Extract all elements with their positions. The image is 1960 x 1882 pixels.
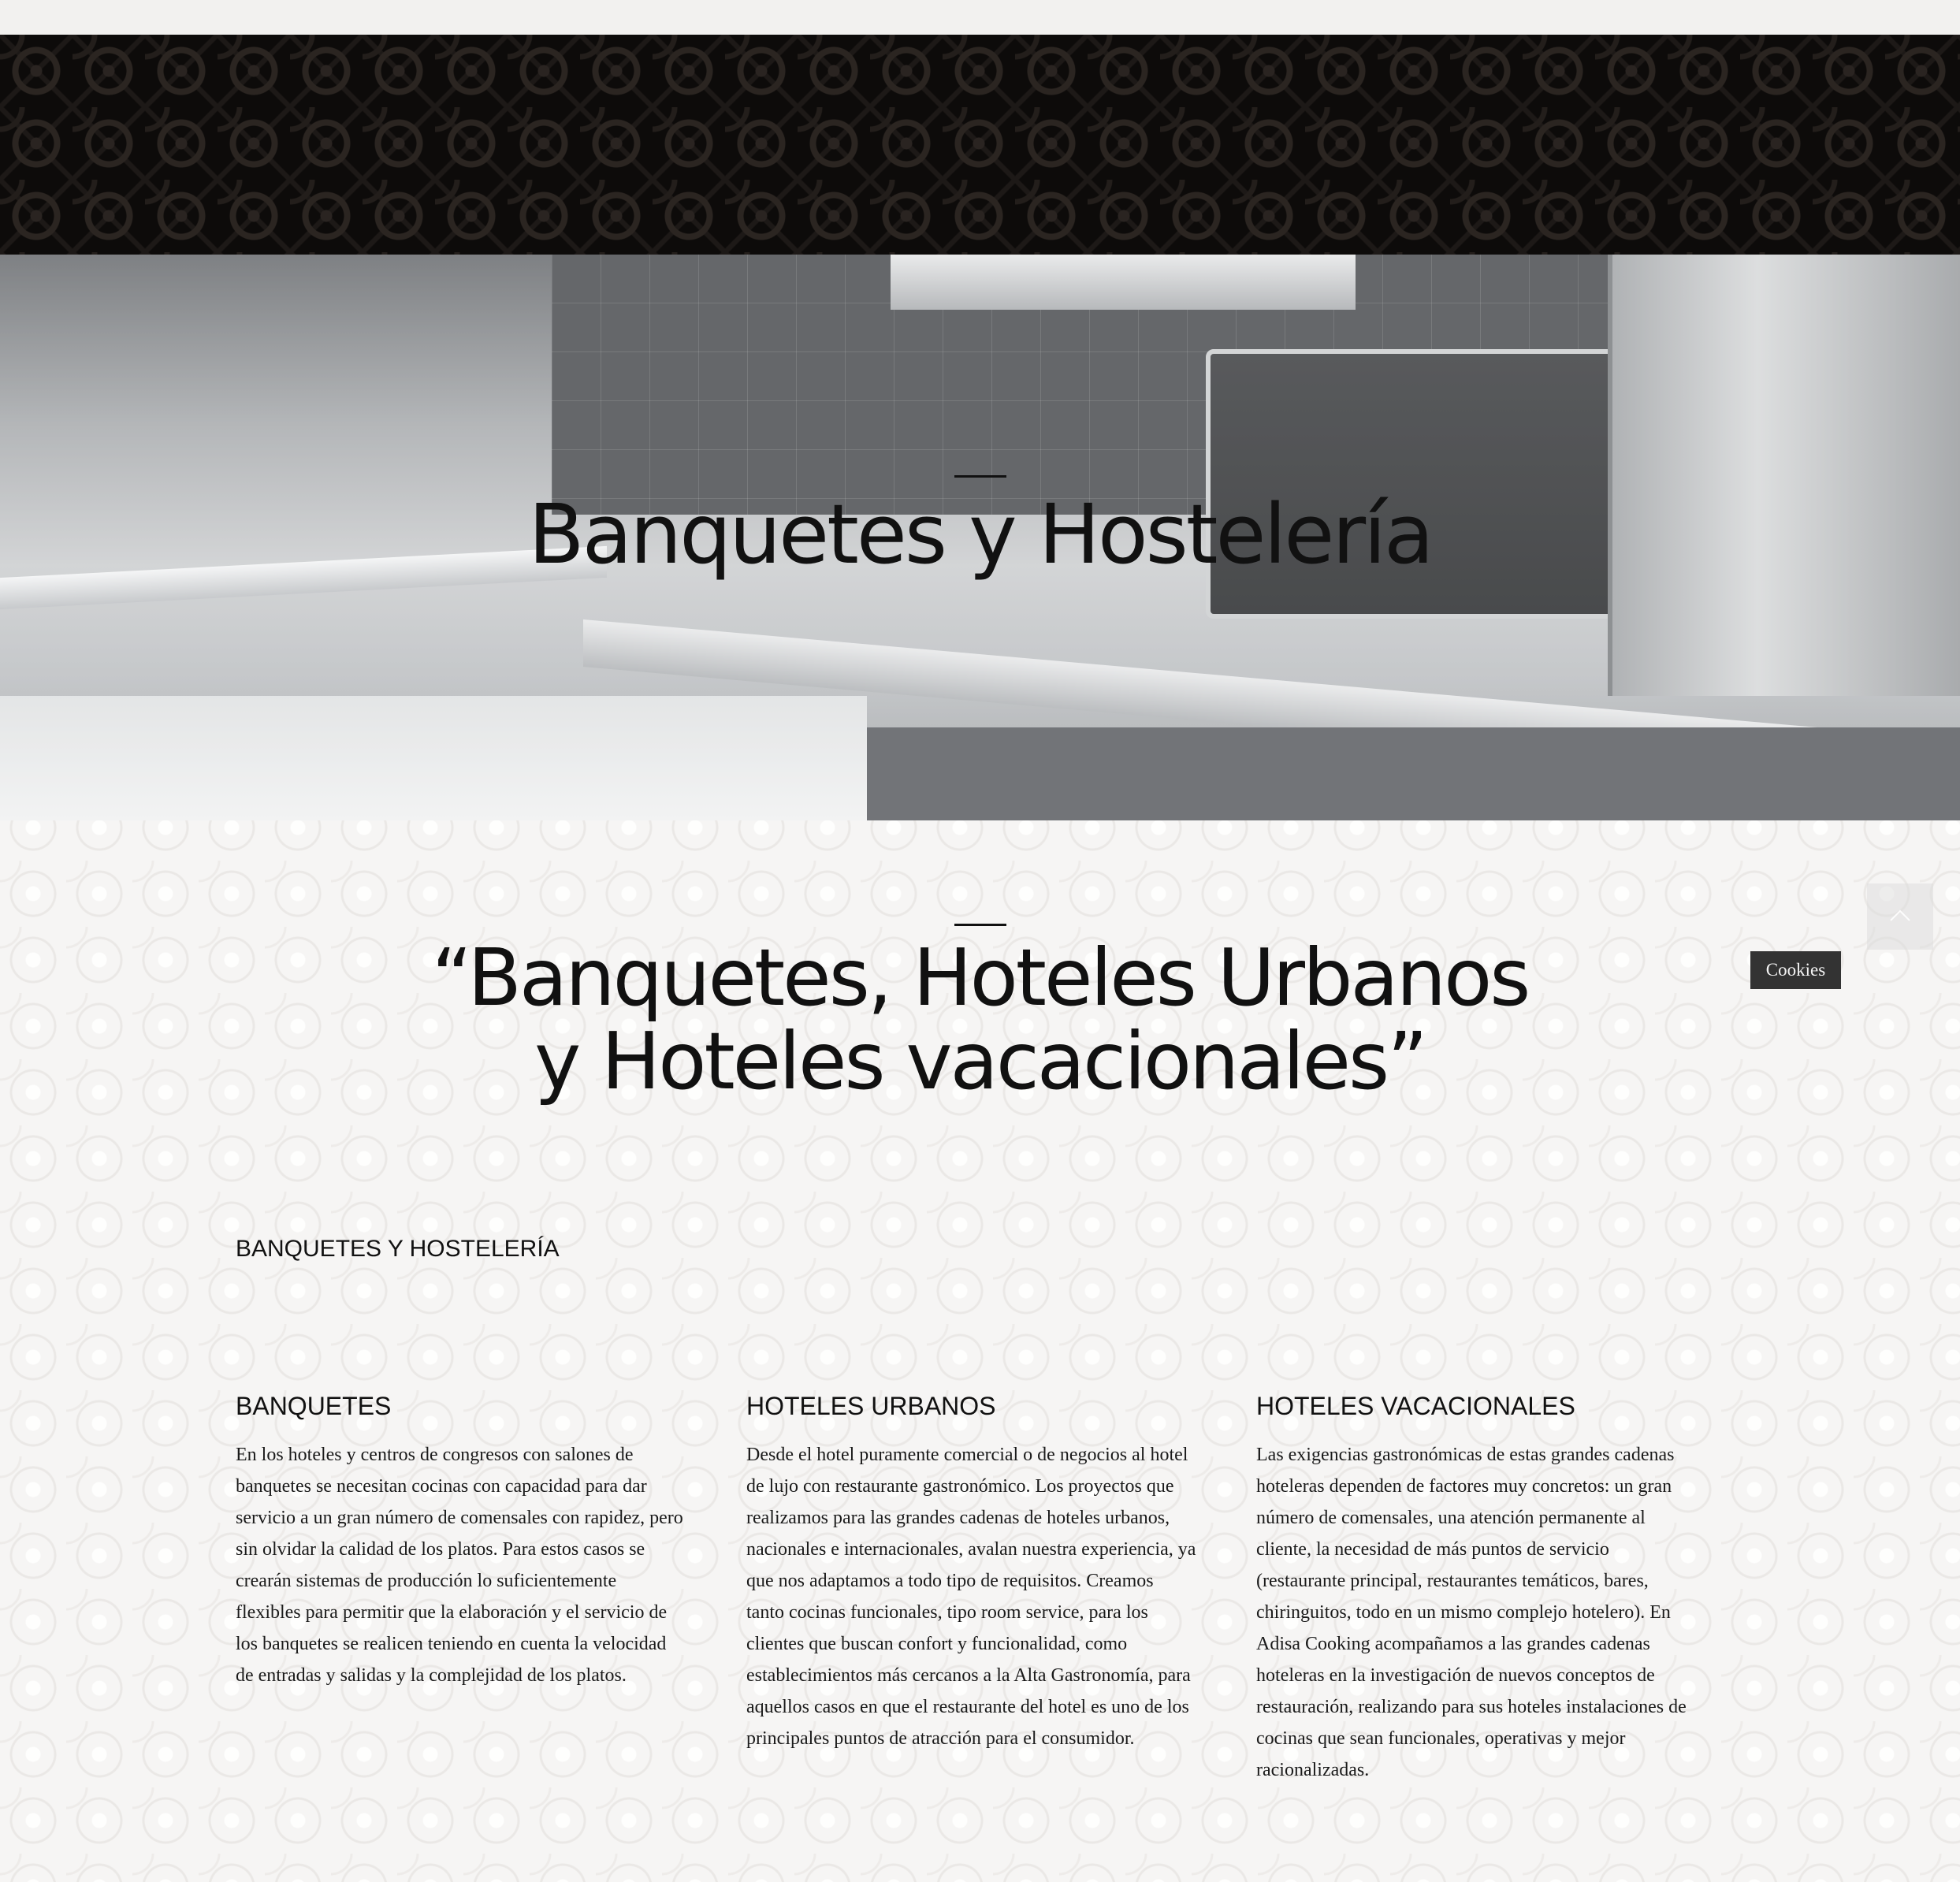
column-text [236,1439,709,1691]
chevron-up-icon [1890,910,1910,930]
text-line: establecimientos más cercanos a la Alta Gastronomía, para [746,1665,1191,1686]
text-line: servicio a un gran número de comensales con rapidez, pero [236,1508,683,1528]
text-line: racionalizadas. [1256,1760,1370,1780]
headline-quote-line-2: y Hoteles vacacionales” [534,1015,1426,1107]
text-line: crearán sistemas de producción lo suficientemente [236,1571,617,1591]
column-hoteles-urbanos [746,1390,1219,1754]
text-line: restauración, realizando para sus hoteles instalaciones de [1256,1697,1687,1717]
section-title: BANQUETES Y HOSTELERÍA [236,1236,560,1262]
text-line: aquellos casos en que el restaurante del hotel es uno de los [746,1697,1189,1717]
text-line: tanto cocinas funcionales, tipo room service, para los [746,1602,1148,1623]
text-line: hoteleras dependen de factores muy concretos: un gran [1256,1476,1672,1497]
top-strip [0,0,1960,35]
headline-quote [0,932,1960,1107]
text-line: sin olvidar la calidad de los platos. Para estos casos se [236,1539,645,1560]
text-line: (restaurante principal, restaurantes temáticos, bares, [1256,1571,1649,1591]
cookies-button[interactable]: Cookies [1750,951,1841,989]
quote-dash [954,924,1006,926]
text-line: hoteleras en la investigación de nuevos conceptos de [1256,1665,1655,1686]
text-line: cocinas que sean funcionales, operativas y mejor [1256,1728,1626,1749]
scroll-to-top-button[interactable] [1867,883,1933,950]
text-line: banquetes se necesitan cocinas con capacidad para dar [236,1476,647,1497]
text-line: Desde el hotel puramente comercial o de negocios al hotel [746,1445,1188,1465]
text-line: cliente, la necesidad de más puntos de servicio [1256,1539,1609,1560]
column-title: HOTELES VACACIONALES [1256,1392,1575,1420]
column-text [1256,1439,1729,1786]
hero-title-dash [954,475,1006,478]
text-line: chiringuitos, todo en un mismo complejo hotelero). En [1256,1602,1671,1623]
hero-title-block [0,255,1960,820]
text-line: que nos adaptamos a todo tipo de requisitos. Creamos [746,1571,1154,1591]
headline-quote-line-1: “Banquetes, Hoteles Urbanos [431,932,1529,1024]
column-banquetes [236,1390,709,1691]
text-line: realizamos para las grandes cadenas de hoteles urbanos, [746,1508,1170,1528]
column-title: BANQUETES [236,1392,392,1420]
text-line: nacionales e internacionales, avalan nuestra experiencia, ya [746,1539,1196,1560]
decorative-pattern-banner [0,35,1960,255]
text-line: Adisa Cooking acompañamos a las grandes cadenas [1256,1634,1650,1654]
text-line: de lujo con restaurante gastronómico. Los proyectos que [746,1476,1174,1497]
text-line: Las exigencias gastronómicas de estas grandes cadenas [1256,1445,1675,1465]
text-line: En los hoteles y centros de congresos con salones de [236,1445,634,1465]
text-line: número de comensales, una atención permanente al [1256,1508,1646,1528]
column-text [746,1439,1219,1754]
text-line: principales puntos de atracción para el consumidor. [746,1728,1135,1749]
text-line: de entradas y salidas y la complejidad de los platos. [236,1665,627,1686]
text-line: clientes que buscan confort y funcionalidad, como [746,1634,1128,1654]
column-hoteles-vacacionales [1256,1390,1729,1786]
text-line: los banquetes se realicen teniendo en cuenta la velocidad [236,1634,667,1654]
text-line: flexibles para permitir que la elaboración y el servicio de [236,1602,668,1623]
hero-title: Banquetes y Hostelería [528,486,1432,582]
column-title: HOTELES URBANOS [746,1392,996,1420]
